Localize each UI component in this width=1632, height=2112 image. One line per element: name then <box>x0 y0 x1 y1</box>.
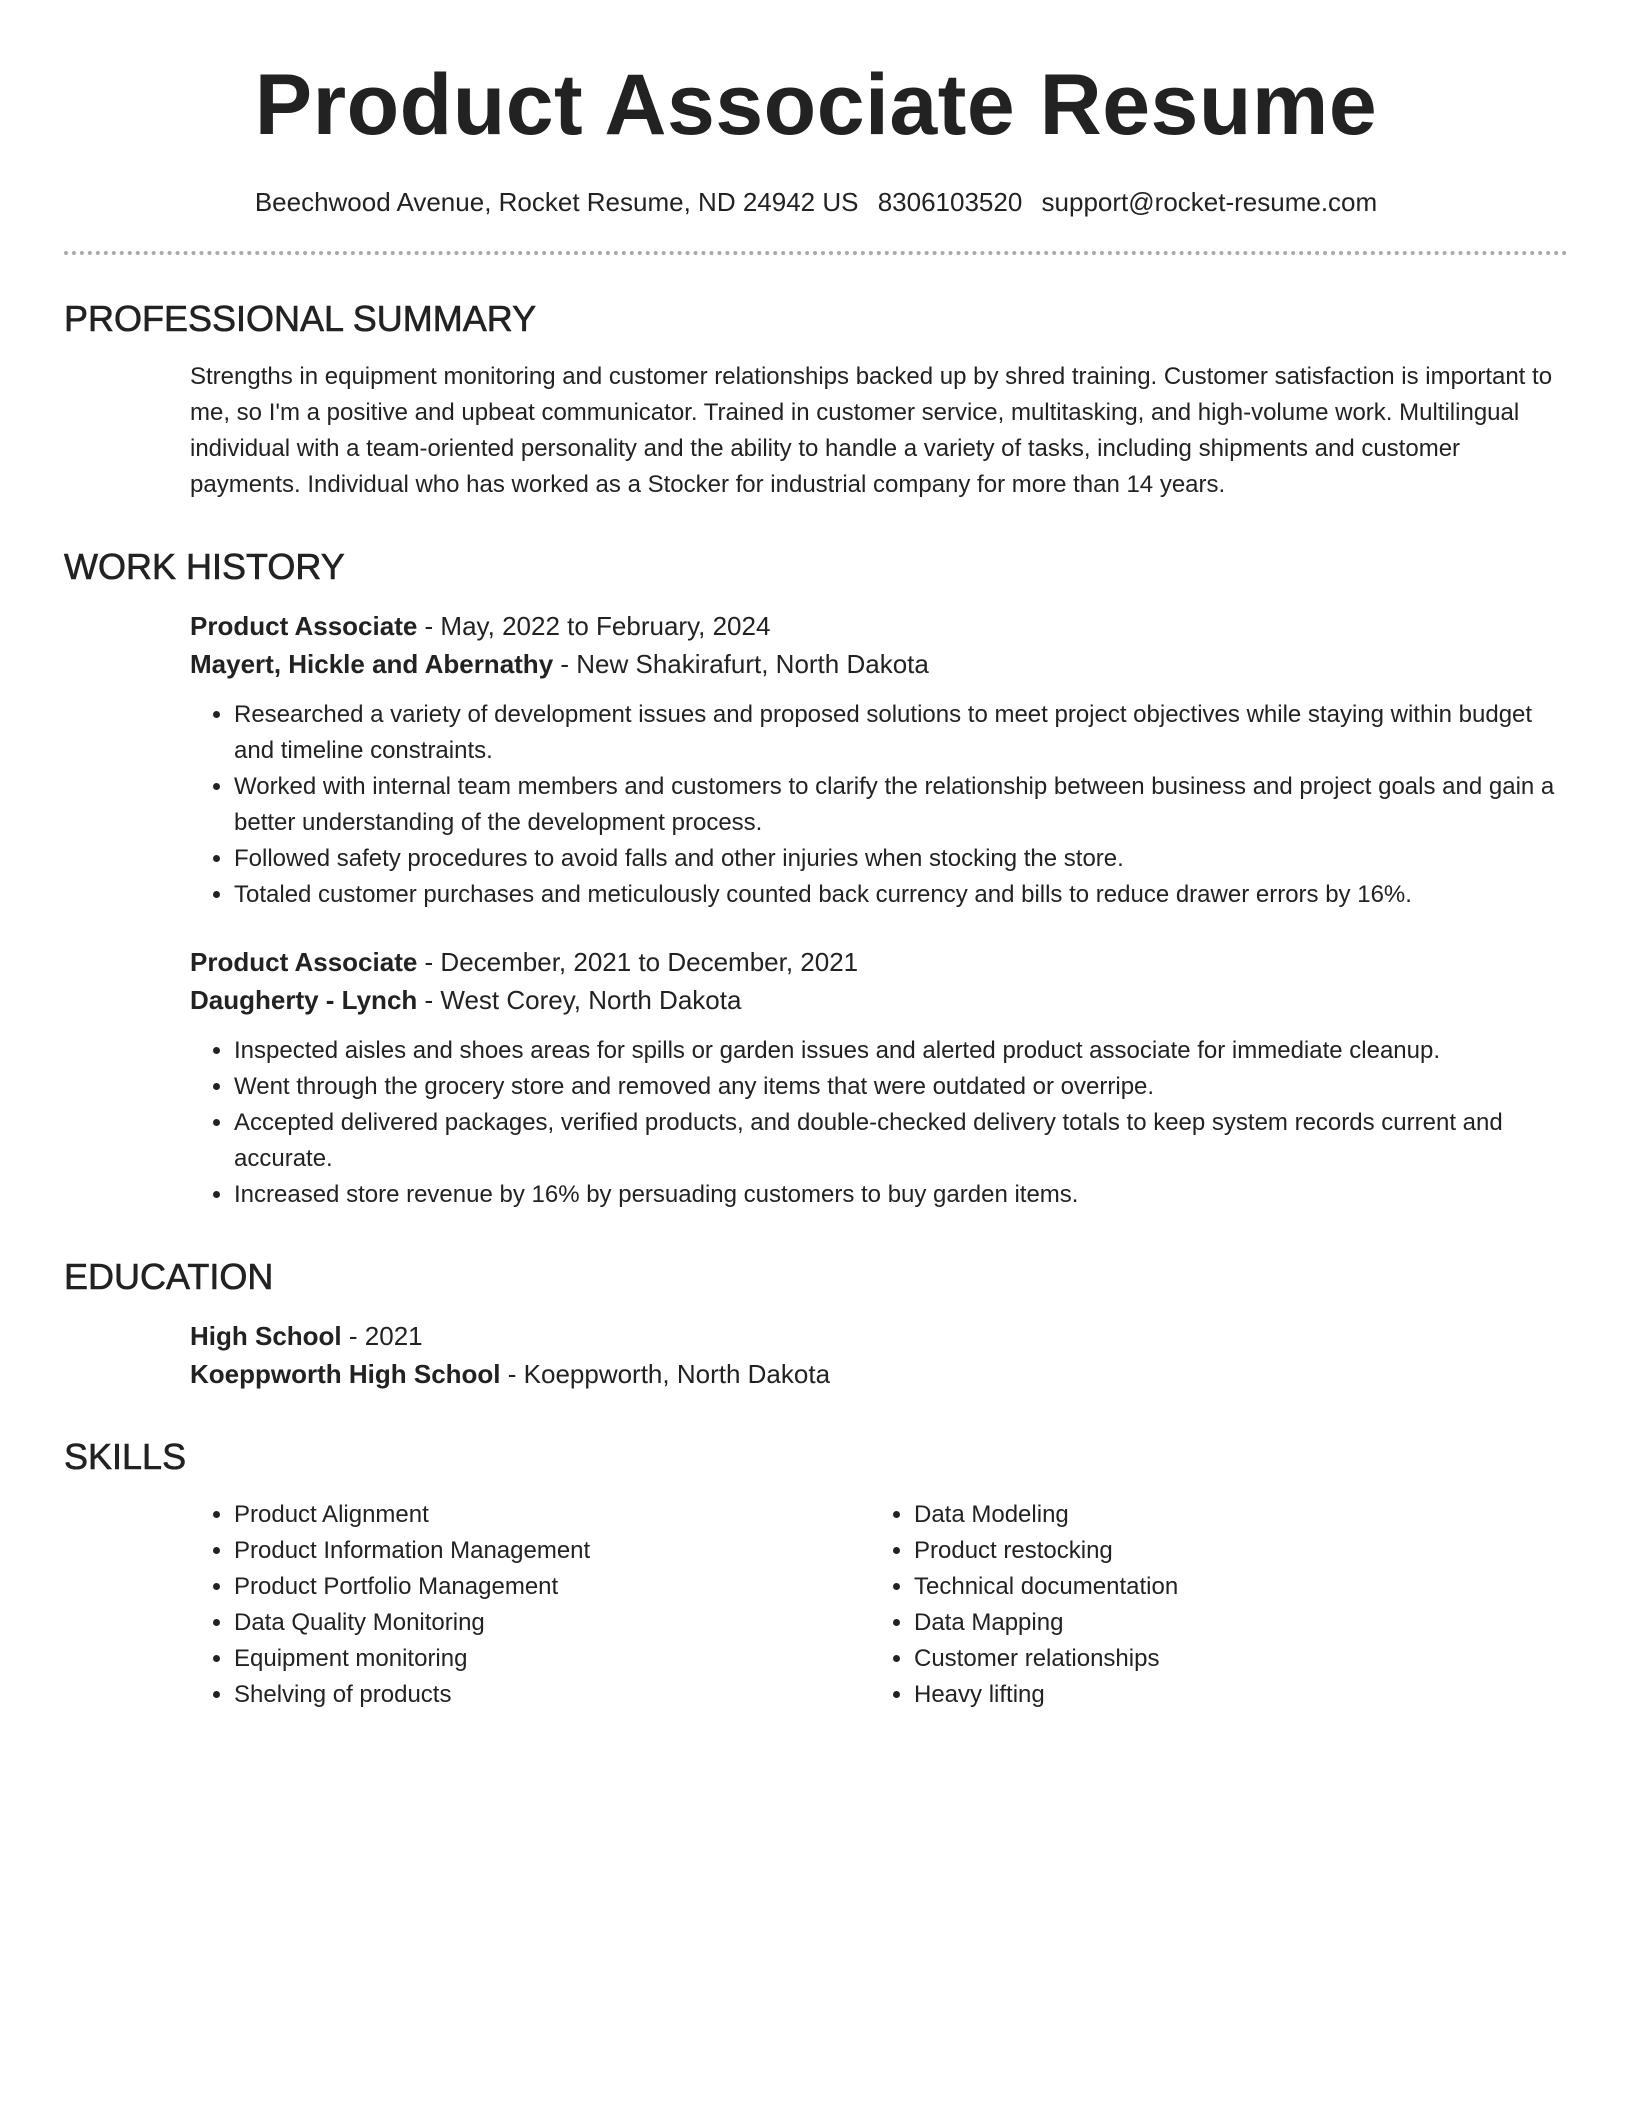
job-bullets <box>190 1033 1568 1213</box>
job-dates: - December, 2021 to December, 2021 <box>417 947 859 977</box>
skill-item: • Data Quality Monitoring <box>234 1605 870 1641</box>
skill-item: • Equipment monitoring <box>234 1641 870 1677</box>
skill-item: • Product Portfolio Management <box>234 1569 870 1605</box>
education-body <box>64 1317 1568 1393</box>
job-entry <box>190 943 1568 1213</box>
job-location: - New Shakirafurt, North Dakota <box>553 649 929 679</box>
skills-column-left <box>190 1497 870 1713</box>
job-company-line <box>190 981 1568 1019</box>
summary-body <box>64 359 1568 503</box>
resume-title: Product Associate Resume <box>254 57 1378 153</box>
contact-line <box>64 185 1568 219</box>
education-year: - 2021 <box>341 1321 423 1351</box>
job-bullet: • Worked with internal team members and customers to clarify the relationship between business and project goals and gain a better understanding of the development process. <box>234 769 1568 841</box>
job-role: Product Associate <box>190 611 418 641</box>
skill-item: • Customer relationships <box>914 1641 1550 1677</box>
education-heading: EDUCATION <box>64 1256 274 1297</box>
job-bullet: • Inspected aisles and shoes areas for spills or garden issues and alerted product associate for immediate cleanup. <box>234 1033 1568 1069</box>
skill-item: • Product Alignment <box>234 1497 870 1533</box>
resume-header <box>64 0 1568 219</box>
education-degree-line <box>190 1317 1568 1355</box>
job-role: Product Associate <box>190 947 418 977</box>
job-bullet: • Accepted delivered packages, verified products, and double-checked delivery totals to keep system records current and accurate. <box>234 1105 1568 1177</box>
job-bullet: • Increased store revenue by 16% by persuading customers to buy garden items. <box>234 1177 1568 1213</box>
header-divider <box>64 251 1568 255</box>
skill-item: • Data Mapping <box>914 1605 1550 1641</box>
job-role-line <box>190 943 1568 981</box>
job-company: Mayert, Hickle and Abernathy <box>190 649 554 679</box>
skills-section <box>64 1435 1568 1713</box>
work-history-body <box>64 607 1568 1213</box>
education-school-line <box>190 1355 1568 1393</box>
job-company-line <box>190 645 1568 683</box>
job-role-line <box>190 607 1568 645</box>
contact-email: support@rocket-resume.com <box>1041 187 1378 217</box>
job-bullet: • Went through the grocery store and removed any items that were outdated or overripe. <box>234 1069 1568 1105</box>
skill-item: • Data Modeling <box>914 1497 1550 1533</box>
job-bullets <box>190 697 1568 913</box>
skill-item: • Product Information Management <box>234 1533 870 1569</box>
skill-item: • Product restocking <box>914 1533 1550 1569</box>
skill-item: • Shelving of products <box>234 1677 870 1713</box>
summary-heading: PROFESSIONAL SUMMARY <box>64 298 537 339</box>
job-bullet: • Researched a variety of development issues and proposed solutions to meet project objectives while staying within budget and timeline constraints. <box>234 697 1568 769</box>
education-location: - Koeppworth, North Dakota <box>500 1359 831 1389</box>
contact-address: Beechwood Avenue, Rocket Resume, ND 24942 US <box>254 187 859 217</box>
skill-item: • Heavy lifting <box>914 1677 1550 1713</box>
summary-text: Strengths in equipment monitoring and customer relationships backed up by shred training. Customer satisfaction is important to me, so I'm a positive and upbeat communicator. Trained in customer service, multitasking, and high-volume work. Multilingual individual with a team-oriented personality and the ability to handle a variety of tasks, including shipments and customer payments. Individual who has worked as a Stocker for industrial company for more than 14 years. <box>190 363 1553 498</box>
job-entry <box>190 607 1568 913</box>
education-degree: High School <box>190 1321 342 1351</box>
job-location: - West Corey, North Dakota <box>417 985 742 1015</box>
job-bullet: • Followed safety procedures to avoid falls and other injuries when stocking the store. <box>234 841 1568 877</box>
work-history-heading: WORK HISTORY <box>64 546 345 587</box>
job-company: Daugherty - Lynch <box>190 985 418 1015</box>
skill-item: • Technical documentation <box>914 1569 1550 1605</box>
education-section <box>64 1255 1568 1393</box>
contact-phone: 8306103520 <box>877 187 1023 217</box>
skills-body <box>64 1497 1568 1713</box>
work-history-section <box>64 545 1568 1213</box>
skills-heading: SKILLS <box>64 1436 187 1477</box>
job-dates: - May, 2022 to February, 2024 <box>417 611 771 641</box>
job-bullet: • Totaled customer purchases and meticulously counted back currency and bills to reduce drawer errors by 16%. <box>234 877 1568 913</box>
skills-column-right <box>870 1497 1550 1713</box>
education-school: Koeppworth High School <box>190 1359 501 1389</box>
summary-section <box>64 297 1568 503</box>
